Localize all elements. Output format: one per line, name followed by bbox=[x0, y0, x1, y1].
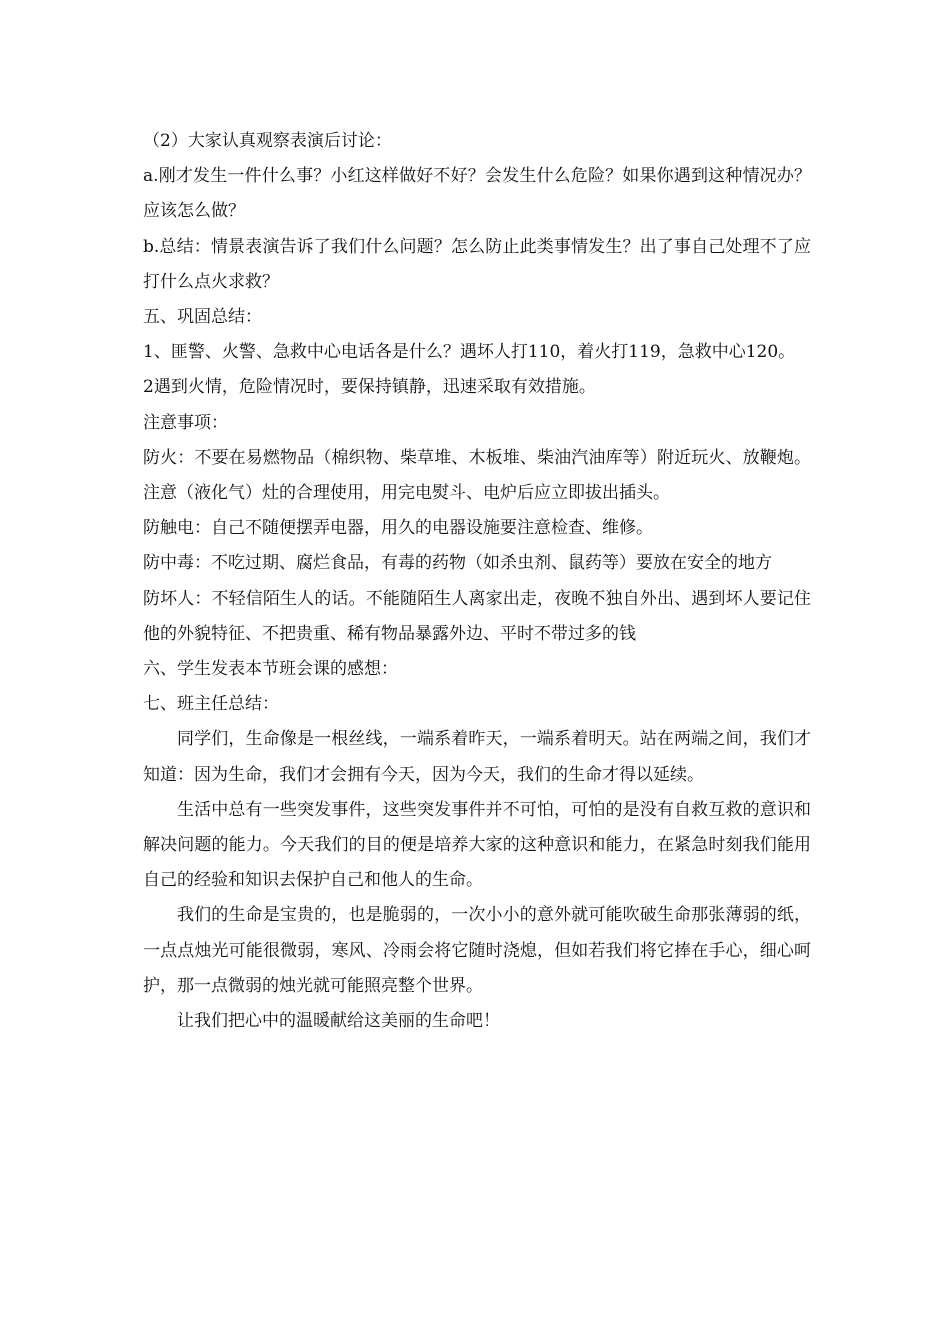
summary-point-2: 2遇到火情，危险情况时，要保持镇静，迅速采取有效措施。 bbox=[143, 377, 596, 398]
closing-paragraph-2: 生活中总有一些突发事件，这些突发事件并不可怕，可怕的是没有自救互救的意识和解决问题的能力。今天我们的目的便是培养大家的这种意识和能力，在紧急时刻我们能用自己的经验和知识去保护自己和他人的生命。 bbox=[143, 799, 811, 891]
question-b: b.总结：情景表演告诉了我们什么问题？怎么防止此类事情发生？出了事自己处理不了应打什么点火求救？ bbox=[143, 236, 811, 292]
closing-paragraph-1: 同学们，生命像是一根丝线，一端系着昨天，一端系着明天。站在两端之间，我们才知道：因为生命，我们才会拥有今天，因为今天，我们的生命才得以延续。 bbox=[143, 729, 811, 785]
summary-point-1: 1、匪警、火警、急救中心电话各是什么？遇坏人打110，着火打119，急救中心120。 bbox=[143, 342, 796, 363]
section-six-heading: 六、学生发表本节班会课的感想： bbox=[143, 659, 398, 680]
section-seven-heading: 七、班主任总结： bbox=[143, 694, 279, 715]
stranger-prevention: 防坏人：不轻信陌生人的话。不能随陌生人离家出走，夜晚不独自外出、遇到坏人要记住他的外貌特征、不把贵重、稀有物品暴露外边、平时不带过多的钱 bbox=[143, 588, 811, 644]
notes-heading: 注意事项： bbox=[143, 412, 228, 433]
poisoning-prevention: 防中毒：不吃过期、腐烂食品，有毒的药物（如杀虫剂、鼠药等）要放在安全的地方 bbox=[143, 553, 772, 574]
closing-paragraph-4: 让我们把心中的温暖献给这美丽的生命吧！ bbox=[177, 1011, 500, 1032]
electric-shock-prevention: 防触电：自己不随便摆弄电器，用久的电器设施要注意检查、维修。 bbox=[143, 518, 653, 539]
fire-prevention: 防火：不要在易燃物品（棉织物、柴草堆、木板堆、柴油汽油库等）附近玩火、放鞭炮。注意（液化气）灶的合理使用，用完电熨斗、电炉后应立即拔出插头。 bbox=[143, 447, 811, 504]
question-a: a.刚才发生一件什么事？小红这样做好不好？会发生什么危险？如果你遇到这种情况办？应该怎么做？ bbox=[143, 166, 811, 222]
closing-paragraph-3: 我们的生命是宝贵的，也是脆弱的，一次小小的意外就可能吹破生命那张薄弱的纸，一点点烛光可能很微弱，寒风、冷雨会将它随时浇熄，但如若我们将它捧在手心，细心呵护，那一点微弱的烛光就可能照亮整个世界。 bbox=[143, 905, 811, 996]
section-five-heading: 五、巩固总结： bbox=[143, 307, 262, 328]
document-body bbox=[143, 124, 811, 1039]
discussion-heading: （2）大家认真观察表演后讨论： bbox=[143, 131, 392, 151]
